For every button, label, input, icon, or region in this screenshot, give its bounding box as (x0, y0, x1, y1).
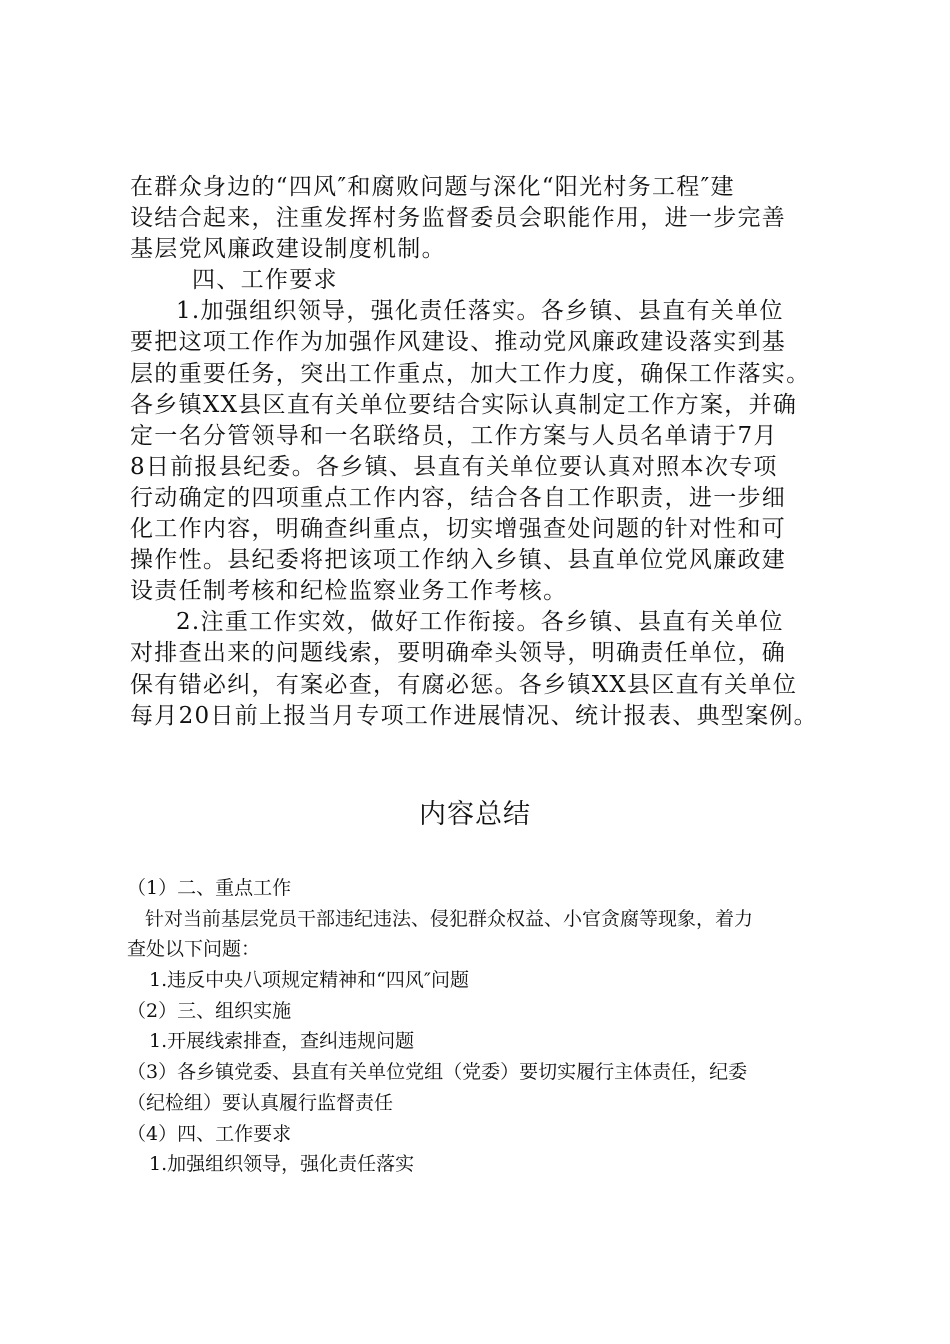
summary-item: 针对当前基层党员干部违纪违法、侵犯群众权益、小官贪腐等现象，着力 (145, 907, 754, 930)
body-line: 保有错必纠，有案必查，有腐必惩。各乡镇XX县区直有关单位 (130, 671, 798, 698)
body-line: 对排查出来的问题线索，要明确牵头领导，明确责任单位，确 (130, 640, 787, 667)
body-line: 每月20日前上报当月专项工作进展情况、统计报表、典型案例。 (130, 702, 818, 729)
summary-item: 查处以下问题： (127, 938, 261, 961)
body-line: 化工作内容，明确查纠重点，切实增强查处问题的针对性和可 (130, 516, 787, 543)
summary-item: （2）三、组织实施 (127, 999, 292, 1022)
body-line: 8日前报县纪委。各乡镇、县直有关单位要认真对照本次专项 (130, 453, 778, 480)
body-line: 要把这项工作作为加强作风建设、推动党风廉政建设落实到基 (130, 329, 787, 356)
body-line: 设结合起来，注重发挥村务监督委员会职能作用，进一步完善 (130, 205, 787, 232)
body-line: 设责任制考核和纪检监察业务工作考核。 (130, 578, 568, 605)
summary-item: 1.开展线索排查，查纠违规问题 (149, 1030, 415, 1053)
summary-item: （纪检组）要认真履行监督责任 (127, 1091, 394, 1114)
body-line: 定一名分管领导和一名联络员，工作方案与人员名单请于7月 (130, 422, 778, 449)
summary-item: （4）四、工作要求 (127, 1122, 292, 1145)
summary-list (127, 873, 847, 1180)
section-heading: 四、工作要求 (192, 267, 338, 294)
body-line: 操作性。县纪委将把该项工作纳入乡镇、县直单位党风廉政建 (130, 547, 787, 574)
summary-title: 内容总结 (419, 799, 531, 830)
body-line: 基层党风廉政建设制度机制。 (130, 236, 446, 263)
body-line: 行动确定的四项重点工作内容，结合各自工作职责，进一步细 (130, 484, 787, 511)
body-line: 层的重要任务，突出工作重点，加大工作力度，确保工作落实。 (130, 360, 811, 387)
summary-item: 1.违反中央八项规定精神和“四风″问题 (149, 969, 469, 992)
summary-item: 1.加强组织领导，强化责任落实 (149, 1153, 415, 1176)
body-line: 1.加强组织领导，强化责任落实。各乡镇、县直有关单位 (176, 298, 784, 325)
body-text (130, 172, 850, 732)
summary-item: （3）各乡镇党委、县直有关单位党组（党委）要切实履行主体责任，纪委 (127, 1061, 748, 1084)
body-line: 2.注重工作实效，做好工作衔接。各乡镇、县直有关单位 (176, 609, 784, 636)
body-line: 在群众身边的“四风″和腐败问题与深化“阳光村务工程″建 (130, 174, 735, 200)
summary-item: （1）二、重点工作 (127, 877, 292, 899)
body-line: 各乡镇XX县区直有关单位要结合实际认真制定工作方案，并确 (130, 391, 798, 418)
